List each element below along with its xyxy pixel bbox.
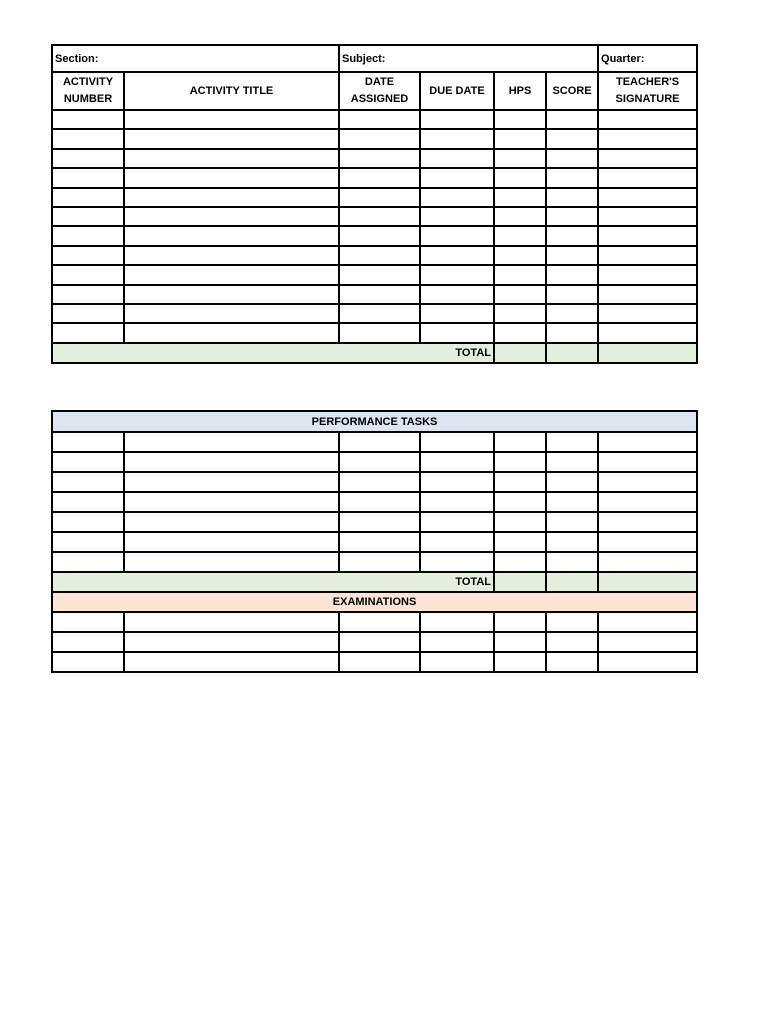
cell[interactable] [546, 110, 598, 129]
total-hps-cell[interactable] [494, 572, 546, 592]
cell[interactable] [598, 246, 697, 265]
cell[interactable] [124, 512, 339, 532]
cell[interactable] [546, 285, 598, 304]
cell[interactable] [52, 285, 124, 304]
cell[interactable] [494, 472, 546, 492]
cell[interactable] [494, 149, 546, 168]
cell[interactable] [494, 285, 546, 304]
performance-task-row [52, 512, 697, 532]
cell[interactable] [420, 323, 494, 342]
cell[interactable] [598, 552, 697, 572]
cell[interactable] [420, 452, 494, 472]
cell[interactable] [494, 512, 546, 532]
cell[interactable] [546, 432, 598, 452]
cell[interactable] [52, 472, 124, 492]
cell[interactable] [52, 432, 124, 452]
cell[interactable] [124, 532, 339, 552]
cell[interactable] [598, 632, 697, 652]
cell[interactable] [124, 226, 339, 245]
cell[interactable] [52, 452, 124, 472]
cell[interactable] [124, 432, 339, 452]
cell[interactable] [494, 323, 546, 342]
cell[interactable] [339, 432, 420, 452]
cell[interactable] [339, 532, 420, 552]
cell[interactable] [494, 492, 546, 512]
cell[interactable] [52, 188, 124, 207]
cell[interactable] [124, 149, 339, 168]
cell[interactable] [124, 246, 339, 265]
cell[interactable] [598, 265, 697, 284]
cell[interactable] [124, 632, 339, 652]
column-header-row [52, 72, 697, 110]
cell[interactable] [124, 129, 339, 148]
cell[interactable] [598, 304, 697, 323]
cell[interactable] [339, 452, 420, 472]
cell[interactable] [598, 452, 697, 472]
column-header-score: SCORE [546, 72, 598, 110]
cell[interactable] [339, 472, 420, 492]
performance-task-row [52, 472, 697, 492]
performance-task-row [52, 432, 697, 452]
cell[interactable] [494, 552, 546, 572]
cell[interactable] [420, 492, 494, 512]
activity-row [52, 246, 697, 265]
cell[interactable] [598, 226, 697, 245]
cell[interactable] [598, 532, 697, 552]
cell[interactable] [339, 149, 420, 168]
column-header-hps: HPS [494, 72, 546, 110]
cell[interactable] [339, 207, 420, 226]
column-header-due-date: DUE DATE [420, 72, 494, 110]
performance-task-row [52, 452, 697, 472]
cell[interactable] [420, 265, 494, 284]
performance-task-row [52, 532, 697, 552]
column-header-activity-title: ACTIVITY TITLE [124, 72, 339, 110]
cell[interactable] [494, 432, 546, 452]
cell[interactable] [598, 285, 697, 304]
cell[interactable] [339, 188, 420, 207]
cell[interactable] [339, 612, 420, 632]
cell[interactable] [52, 226, 124, 245]
activity-row [52, 304, 697, 323]
performance-tasks-title: PERFORMANCE TASKS [52, 411, 697, 432]
subject-label: Subject: [342, 52, 386, 65]
cell[interactable] [546, 552, 598, 572]
cell[interactable] [546, 512, 598, 532]
cell[interactable] [339, 168, 420, 187]
cell[interactable] [124, 285, 339, 304]
cell[interactable] [124, 168, 339, 187]
cell[interactable] [124, 265, 339, 284]
activity-row [52, 323, 697, 342]
cell[interactable] [52, 149, 124, 168]
cell[interactable] [52, 492, 124, 512]
cell[interactable] [598, 323, 697, 342]
column-header-date-assigned: DATE ASSIGNED [339, 72, 420, 110]
cell[interactable] [546, 632, 598, 652]
cell[interactable] [339, 492, 420, 512]
cell[interactable] [52, 129, 124, 148]
written-works-total-row [52, 343, 697, 363]
cell[interactable] [124, 188, 339, 207]
cell[interactable] [339, 285, 420, 304]
cell[interactable] [598, 149, 697, 168]
cell[interactable] [598, 188, 697, 207]
activity-row [52, 265, 697, 284]
cell[interactable] [494, 188, 546, 207]
performance-tasks-header-row [52, 411, 697, 432]
total-score-cell[interactable] [546, 572, 598, 592]
cell[interactable] [52, 207, 124, 226]
cell[interactable] [124, 207, 339, 226]
cell[interactable] [494, 110, 546, 129]
cell[interactable] [598, 207, 697, 226]
cell[interactable] [420, 472, 494, 492]
cell[interactable] [546, 472, 598, 492]
examination-row [52, 632, 697, 652]
cell[interactable] [420, 246, 494, 265]
total-signature-cell[interactable] [598, 572, 697, 592]
activity-row [52, 149, 697, 168]
cell[interactable] [546, 652, 598, 672]
cell[interactable] [420, 168, 494, 187]
cell[interactable] [420, 285, 494, 304]
cell[interactable] [124, 652, 339, 672]
cell[interactable] [420, 432, 494, 452]
cell[interactable] [546, 323, 598, 342]
cell[interactable] [420, 532, 494, 552]
section-label: Section: [55, 52, 99, 65]
quarter-label: Quarter: [601, 52, 645, 65]
subject-field[interactable] [339, 45, 598, 72]
cell[interactable] [339, 512, 420, 532]
cell[interactable] [546, 612, 598, 632]
cell[interactable] [598, 129, 697, 148]
cell[interactable] [494, 612, 546, 632]
cell[interactable] [494, 129, 546, 148]
column-header-activity-number: ACTIVITY NUMBER [52, 72, 124, 110]
cell[interactable] [494, 207, 546, 226]
meta-header-row [52, 45, 697, 72]
cell[interactable] [52, 168, 124, 187]
performance-task-row [52, 552, 697, 572]
cell[interactable] [494, 632, 546, 652]
column-header-teacher-signature: TEACHER'S SIGNATURE [598, 72, 697, 110]
cell[interactable] [124, 612, 339, 632]
cell[interactable] [52, 246, 124, 265]
cell[interactable] [598, 512, 697, 532]
activity-row [52, 226, 697, 245]
cell[interactable] [598, 110, 697, 129]
cell[interactable] [598, 612, 697, 632]
activity-row [52, 110, 697, 129]
total-label: TOTAL [52, 343, 494, 363]
cell[interactable] [124, 452, 339, 472]
activity-row [52, 129, 697, 148]
cell[interactable] [546, 304, 598, 323]
activity-row [52, 285, 697, 304]
cell[interactable] [420, 612, 494, 632]
cell[interactable] [52, 632, 124, 652]
cell[interactable] [420, 207, 494, 226]
cell[interactable] [420, 129, 494, 148]
cell[interactable] [546, 188, 598, 207]
cell[interactable] [420, 149, 494, 168]
activity-row [52, 188, 697, 207]
cell[interactable] [339, 226, 420, 245]
examinations-title: EXAMINATIONS [52, 592, 697, 612]
total-label: TOTAL [52, 572, 494, 592]
total-hps-cell[interactable] [494, 343, 546, 363]
cell[interactable] [52, 110, 124, 129]
cell[interactable] [420, 552, 494, 572]
cell[interactable] [339, 110, 420, 129]
cell[interactable] [494, 652, 546, 672]
examinations-header-row [52, 592, 697, 612]
cell[interactable] [420, 226, 494, 245]
cell[interactable] [52, 652, 124, 672]
cell[interactable] [339, 265, 420, 284]
activity-row [52, 207, 697, 226]
cell[interactable] [598, 652, 697, 672]
cell[interactable] [546, 246, 598, 265]
cell[interactable] [420, 652, 494, 672]
cell[interactable] [339, 632, 420, 652]
cell[interactable] [339, 246, 420, 265]
performance-tasks-total-row [52, 572, 697, 592]
quarter-field[interactable] [598, 45, 697, 72]
examination-row [52, 612, 697, 632]
cell[interactable] [494, 304, 546, 323]
total-score-cell[interactable] [546, 343, 598, 363]
cell[interactable] [52, 323, 124, 342]
cell[interactable] [124, 492, 339, 512]
cell[interactable] [52, 512, 124, 532]
cell[interactable] [546, 265, 598, 284]
cell[interactable] [339, 652, 420, 672]
cell[interactable] [546, 452, 598, 472]
cell[interactable] [124, 323, 339, 342]
cell[interactable] [598, 492, 697, 512]
cell[interactable] [339, 552, 420, 572]
cell[interactable] [546, 532, 598, 552]
cell[interactable] [52, 532, 124, 552]
cell[interactable] [420, 110, 494, 129]
total-signature-cell[interactable] [598, 343, 697, 363]
cell[interactable] [52, 304, 124, 323]
examination-row [52, 652, 697, 672]
cell[interactable] [598, 432, 697, 452]
cell[interactable] [420, 632, 494, 652]
cell[interactable] [124, 110, 339, 129]
cell[interactable] [494, 168, 546, 187]
cell[interactable] [124, 472, 339, 492]
cell[interactable] [339, 129, 420, 148]
cell[interactable] [52, 265, 124, 284]
cell[interactable] [598, 472, 697, 492]
cell[interactable] [598, 168, 697, 187]
cell[interactable] [494, 532, 546, 552]
cell[interactable] [494, 226, 546, 245]
cell[interactable] [420, 512, 494, 532]
cell[interactable] [124, 552, 339, 572]
activity-row [52, 168, 697, 187]
section-field[interactable] [52, 45, 339, 72]
cell[interactable] [124, 304, 339, 323]
cell[interactable] [339, 304, 420, 323]
cell[interactable] [52, 612, 124, 632]
cell[interactable] [339, 323, 420, 342]
cell[interactable] [546, 149, 598, 168]
cell[interactable] [420, 188, 494, 207]
cell[interactable] [546, 129, 598, 148]
activity-log-table [51, 44, 698, 364]
performance-exam-table [51, 410, 698, 673]
cell[interactable] [546, 492, 598, 512]
cell[interactable] [494, 246, 546, 265]
cell[interactable] [52, 552, 124, 572]
performance-task-row [52, 492, 697, 512]
cell[interactable] [546, 226, 598, 245]
cell[interactable] [420, 304, 494, 323]
cell[interactable] [546, 168, 598, 187]
cell[interactable] [494, 452, 546, 472]
cell[interactable] [494, 265, 546, 284]
cell[interactable] [546, 207, 598, 226]
